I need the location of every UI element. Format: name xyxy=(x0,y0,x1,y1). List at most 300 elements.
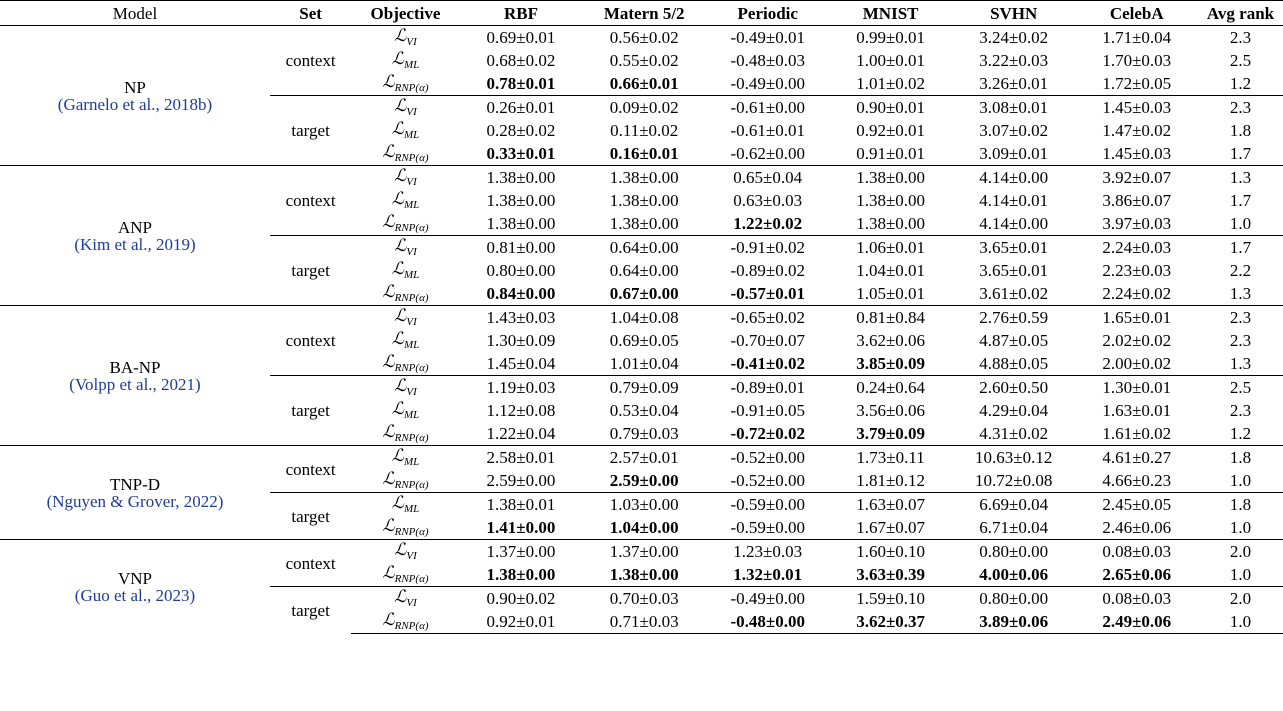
value-cell: 1.73±0.11 xyxy=(829,446,952,470)
set-cell: target xyxy=(270,493,351,540)
value-cell: 3.08±0.01 xyxy=(952,96,1076,120)
value-cell: 0.11±0.02 xyxy=(610,121,679,140)
model-name: TNP-D xyxy=(109,474,161,494)
objective-subscript: RNP(α) xyxy=(394,222,429,234)
value-cell: 3.62±0.06 xyxy=(856,331,926,350)
value-cell: 1.00±0.01 xyxy=(856,51,926,70)
value-cell: 1.12±0.08 xyxy=(486,401,556,420)
value-cell: 1.32±0.01 xyxy=(733,565,803,584)
objective-cell xyxy=(351,469,459,493)
value-cell: 4.66±0.23 xyxy=(1102,471,1172,490)
value-cell: -0.91±0.02 xyxy=(706,236,829,260)
objective-subscript: VI xyxy=(406,597,417,609)
objective-cell xyxy=(351,236,459,260)
value-cell: 2.59±0.00 xyxy=(486,471,556,490)
value-cell: 0.28±0.02 xyxy=(486,121,556,140)
value-cell: -0.59±0.00 xyxy=(730,518,805,537)
loss-symbol: ℒ xyxy=(391,493,404,513)
value-cell: 1.72±0.05 xyxy=(1102,74,1172,93)
value-cell: 1.38±0.00 xyxy=(582,166,706,190)
objective-subscript: ML xyxy=(403,199,420,211)
avg-rank-cell: 2.3 xyxy=(1198,306,1283,330)
value-cell: 10.72±0.08 xyxy=(975,471,1053,490)
value-cell: 1.01±0.04 xyxy=(609,354,679,373)
value-cell: 1.45±0.04 xyxy=(486,354,556,373)
objective-cell xyxy=(351,212,459,236)
objective-cell xyxy=(351,96,459,120)
avg-rank-cell: 1.2 xyxy=(1229,74,1252,93)
avg-rank-cell: 1.7 xyxy=(1229,191,1252,210)
value-cell: -0.65±0.02 xyxy=(706,306,829,330)
model-name: ANP xyxy=(117,217,152,237)
model-citation-link[interactable]: (Volpp et al., 2021) xyxy=(69,374,201,394)
value-cell: 0.65±0.04 xyxy=(706,166,829,190)
avg-rank-cell: 2.0 xyxy=(1198,540,1283,564)
value-cell: 1.30±0.09 xyxy=(486,331,556,350)
value-cell: 0.53±0.04 xyxy=(609,401,679,420)
value-cell: 0.80±0.00 xyxy=(486,261,556,280)
loss-symbol: ℒ xyxy=(382,352,395,372)
objective-subscript: RNP(α) xyxy=(394,620,429,632)
model-citation-link[interactable]: (Kim et al., 2019) xyxy=(74,234,196,254)
table-row xyxy=(0,166,1283,190)
value-cell: 3.09±0.01 xyxy=(979,144,1049,163)
objective-subscript: ML xyxy=(403,129,420,141)
value-cell: -0.49±0.00 xyxy=(730,74,805,93)
set-cell: target xyxy=(270,96,351,166)
value-cell: -0.89±0.02 xyxy=(730,261,805,280)
objective-subscript: ML xyxy=(403,339,420,351)
loss-symbol: ℒ xyxy=(382,212,395,232)
objective-cell xyxy=(351,189,459,212)
objective-cell xyxy=(351,72,459,96)
value-cell: 1.38±0.00 xyxy=(486,214,556,233)
set-cell: context xyxy=(270,26,351,96)
avg-rank-cell: 2.2 xyxy=(1229,261,1252,280)
value-cell: 3.63±0.39 xyxy=(856,565,926,584)
value-cell: 0.24±0.64 xyxy=(829,376,952,400)
value-cell: 6.71±0.04 xyxy=(979,518,1049,537)
value-cell: 1.38±0.00 xyxy=(856,191,926,210)
value-cell: 4.14±0.00 xyxy=(979,214,1049,233)
value-cell: 3.79±0.09 xyxy=(856,424,926,443)
value-cell: 3.61±0.02 xyxy=(979,284,1049,303)
value-cell: 0.92±0.01 xyxy=(460,610,583,634)
loss-symbol: ℒ xyxy=(391,119,404,139)
avg-rank-cell: 2.0 xyxy=(1198,587,1283,611)
loss-symbol: ℒ xyxy=(394,166,407,186)
header-rbf: RBF xyxy=(503,3,538,23)
header-row xyxy=(0,1,1283,26)
value-cell: 0.64±0.00 xyxy=(582,236,706,260)
value-cell: 0.68±0.02 xyxy=(486,51,556,70)
set-cell: context xyxy=(270,540,351,587)
avg-rank-cell: 1.3 xyxy=(1198,166,1283,190)
loss-symbol: ℒ xyxy=(382,610,395,630)
value-cell: 0.64±0.00 xyxy=(609,261,679,280)
avg-rank-cell: 1.0 xyxy=(1198,610,1283,634)
loss-symbol: ℒ xyxy=(394,587,407,607)
objective-subscript: VI xyxy=(406,36,417,48)
table-row xyxy=(0,446,1283,470)
value-cell: 1.04±0.01 xyxy=(856,261,926,280)
value-cell: 3.62±0.37 xyxy=(829,610,952,634)
table-body xyxy=(0,26,1283,634)
value-cell: 1.63±0.07 xyxy=(829,493,952,517)
value-cell: 10.63±0.12 xyxy=(952,446,1076,470)
value-cell: 1.38±0.00 xyxy=(609,191,679,210)
loss-symbol: ℒ xyxy=(394,376,407,396)
value-cell: 0.92±0.01 xyxy=(856,121,926,140)
header-matern: Matern 5/2 xyxy=(603,3,685,23)
value-cell: 1.38±0.00 xyxy=(486,191,556,210)
value-cell: -0.48±0.00 xyxy=(706,610,829,634)
header-model: Model xyxy=(112,3,158,23)
value-cell: 3.85±0.09 xyxy=(856,354,926,373)
value-cell: -0.89±0.01 xyxy=(706,376,829,400)
value-cell: -0.48±0.03 xyxy=(730,51,805,70)
value-cell: -0.57±0.01 xyxy=(730,284,805,303)
objective-cell xyxy=(351,376,459,400)
table-row xyxy=(0,306,1283,330)
value-cell: 1.22±0.04 xyxy=(486,424,556,443)
header-avg-rank: Avg rank xyxy=(1206,3,1275,23)
loss-symbol: ℒ xyxy=(391,446,404,466)
value-cell: 0.90±0.01 xyxy=(829,96,952,120)
model-cell xyxy=(0,446,270,540)
table-row xyxy=(0,540,1283,564)
loss-symbol: ℒ xyxy=(382,422,395,442)
avg-rank-cell: 2.3 xyxy=(1198,96,1283,120)
model-cell xyxy=(0,26,270,166)
objective-subscript: ML xyxy=(403,269,420,281)
value-cell: -0.59±0.00 xyxy=(706,493,829,517)
value-cell: 1.67±0.07 xyxy=(856,518,926,537)
value-cell: 0.69±0.01 xyxy=(460,26,583,50)
objective-subscript: RNP(α) xyxy=(394,292,429,304)
value-cell: 3.26±0.01 xyxy=(979,74,1049,93)
value-cell: 0.67±0.00 xyxy=(609,284,679,303)
value-cell: 0.80±0.00 xyxy=(952,587,1076,611)
value-cell: 1.22±0.02 xyxy=(733,214,803,233)
value-cell: 2.45±0.05 xyxy=(1075,493,1198,517)
value-cell: 0.08±0.03 xyxy=(1075,587,1198,611)
value-cell: 0.63±0.03 xyxy=(733,191,803,210)
value-cell: 2.49±0.06 xyxy=(1075,610,1198,634)
objective-cell xyxy=(351,119,459,142)
header-svhn: SVHN xyxy=(990,3,1038,23)
value-cell: 1.04±0.08 xyxy=(582,306,706,330)
value-cell: 0.79±0.09 xyxy=(582,376,706,400)
loss-symbol: ℒ xyxy=(391,259,404,279)
value-cell: 1.59±0.10 xyxy=(829,587,952,611)
value-cell: -0.61±0.01 xyxy=(730,121,805,140)
objective-cell xyxy=(351,422,459,446)
value-cell: 0.33±0.01 xyxy=(486,144,556,163)
objective-subscript: RNP(α) xyxy=(394,526,429,538)
value-cell: 3.86±0.07 xyxy=(1102,191,1172,210)
objective-cell xyxy=(351,516,459,540)
value-cell: 1.38±0.00 xyxy=(856,214,926,233)
objective-subscript: RNP(α) xyxy=(394,432,429,444)
value-cell: 0.78±0.01 xyxy=(486,74,556,93)
set-cell: context xyxy=(270,306,351,376)
value-cell: 4.14±0.00 xyxy=(952,166,1076,190)
value-cell: 1.65±0.01 xyxy=(1075,306,1198,330)
objective-subscript: ML xyxy=(403,59,420,71)
objective-subscript: VI xyxy=(406,316,417,328)
value-cell: 1.38±0.00 xyxy=(609,565,679,584)
loss-symbol: ℒ xyxy=(382,142,395,162)
objective-cell xyxy=(351,587,459,611)
value-cell: 1.38±0.00 xyxy=(486,565,556,584)
value-cell: 0.08±0.03 xyxy=(1075,540,1198,564)
value-cell: 4.14±0.01 xyxy=(979,191,1049,210)
set-cell: target xyxy=(270,376,351,446)
value-cell: 1.38±0.00 xyxy=(829,166,952,190)
loss-symbol: ℒ xyxy=(391,399,404,419)
header-celeba: CelebA xyxy=(1109,3,1164,23)
header-set: Set xyxy=(299,3,322,23)
value-cell: 2.46±0.06 xyxy=(1102,518,1172,537)
value-cell: 3.97±0.03 xyxy=(1102,214,1172,233)
objective-subscript: ML xyxy=(403,503,420,515)
set-cell: target xyxy=(270,236,351,306)
objective-cell xyxy=(351,610,459,634)
value-cell: 2.65±0.06 xyxy=(1102,565,1172,584)
value-cell: -0.49±0.00 xyxy=(706,587,829,611)
avg-rank-cell: 1.7 xyxy=(1198,236,1283,260)
loss-symbol: ℒ xyxy=(391,329,404,349)
value-cell: 1.37±0.00 xyxy=(582,540,706,564)
table-row xyxy=(0,26,1283,50)
objective-cell xyxy=(351,540,459,564)
value-cell: 6.69±0.04 xyxy=(952,493,1076,517)
objective-subscript: ML xyxy=(403,456,420,468)
model-name: BA-NP xyxy=(109,357,161,377)
value-cell: 1.03±0.00 xyxy=(582,493,706,517)
value-cell: 0.99±0.01 xyxy=(829,26,952,50)
objective-subscript: VI xyxy=(406,386,417,398)
avg-rank-cell: 2.3 xyxy=(1229,401,1252,420)
value-cell: 4.29±0.04 xyxy=(979,401,1049,420)
value-cell: 2.57±0.01 xyxy=(582,446,706,470)
value-cell: 1.81±0.12 xyxy=(856,471,926,490)
value-cell: 0.26±0.01 xyxy=(460,96,583,120)
value-cell: -0.52±0.00 xyxy=(730,471,805,490)
value-cell: 2.58±0.01 xyxy=(460,446,583,470)
value-cell: 1.43±0.03 xyxy=(460,306,583,330)
avg-rank-cell: 1.2 xyxy=(1229,424,1252,443)
value-cell: 1.71±0.04 xyxy=(1075,26,1198,50)
objective-cell xyxy=(351,329,459,352)
loss-symbol: ℒ xyxy=(394,540,407,560)
value-cell: 4.87±0.05 xyxy=(979,331,1049,350)
objective-cell xyxy=(351,26,459,50)
value-cell: 1.30±0.01 xyxy=(1075,376,1198,400)
value-cell: 1.04±0.00 xyxy=(609,518,679,537)
avg-rank-cell: 2.5 xyxy=(1229,51,1252,70)
objective-cell xyxy=(351,352,459,376)
value-cell: 1.06±0.01 xyxy=(829,236,952,260)
value-cell: 1.63±0.01 xyxy=(1102,401,1172,420)
value-cell: 2.24±0.02 xyxy=(1102,284,1172,303)
objective-cell xyxy=(351,493,459,517)
value-cell: 0.84±0.00 xyxy=(486,284,556,303)
set-cell: target xyxy=(270,587,351,634)
loss-symbol: ℒ xyxy=(391,49,404,69)
value-cell: -0.72±0.02 xyxy=(730,424,805,443)
value-cell: 4.61±0.27 xyxy=(1075,446,1198,470)
avg-rank-cell: 2.5 xyxy=(1198,376,1283,400)
objective-subscript: RNP(α) xyxy=(394,152,429,164)
loss-symbol: ℒ xyxy=(382,516,395,536)
value-cell: -0.62±0.00 xyxy=(730,144,805,163)
loss-symbol: ℒ xyxy=(382,282,395,302)
value-cell: 0.79±0.03 xyxy=(609,424,679,443)
header-mnist: MNIST xyxy=(862,3,919,23)
objective-subscript: VI xyxy=(406,176,417,188)
value-cell: 1.45±0.03 xyxy=(1102,144,1172,163)
value-cell: 1.70±0.03 xyxy=(1102,51,1172,70)
loss-symbol: ℒ xyxy=(391,189,404,209)
value-cell: 2.02±0.02 xyxy=(1102,331,1172,350)
objective-cell xyxy=(351,259,459,282)
objective-cell xyxy=(351,282,459,306)
value-cell: 0.90±0.02 xyxy=(460,587,583,611)
objective-cell xyxy=(351,142,459,166)
value-cell: 3.65±0.01 xyxy=(952,236,1076,260)
value-cell: 1.37±0.00 xyxy=(460,540,583,564)
objective-cell xyxy=(351,166,459,190)
value-cell: 0.55±0.02 xyxy=(609,51,679,70)
objective-cell xyxy=(351,446,459,470)
value-cell: 1.38±0.01 xyxy=(460,493,583,517)
value-cell: 1.41±0.00 xyxy=(486,518,556,537)
value-cell: 3.89±0.06 xyxy=(952,610,1076,634)
model-citation-link[interactable]: (Garnelo et al., 2018b) xyxy=(57,94,213,114)
value-cell: 2.23±0.03 xyxy=(1102,261,1172,280)
value-cell: 1.60±0.10 xyxy=(829,540,952,564)
objective-cell xyxy=(351,306,459,330)
objective-subscript: RNP(α) xyxy=(394,82,429,94)
value-cell: 1.38±0.00 xyxy=(460,166,583,190)
avg-rank-cell: 1.3 xyxy=(1229,354,1252,373)
value-cell: 2.24±0.03 xyxy=(1075,236,1198,260)
value-cell: 0.70±0.03 xyxy=(582,587,706,611)
model-cell xyxy=(0,306,270,446)
model-cell xyxy=(0,540,270,634)
value-cell: -0.70±0.07 xyxy=(730,331,805,350)
header-objective: Objective xyxy=(370,3,441,23)
avg-rank-cell: 2.3 xyxy=(1198,26,1283,50)
avg-rank-cell: 1.8 xyxy=(1198,446,1283,470)
value-cell: -0.91±0.05 xyxy=(730,401,805,420)
value-cell: 0.91±0.01 xyxy=(856,144,926,163)
loss-symbol: ℒ xyxy=(382,563,395,583)
loss-symbol: ℒ xyxy=(394,306,407,326)
value-cell: 0.69±0.05 xyxy=(609,331,679,350)
avg-rank-cell: 1.0 xyxy=(1229,214,1252,233)
loss-symbol: ℒ xyxy=(394,26,407,46)
value-cell: 3.22±0.03 xyxy=(979,51,1049,70)
model-citation-link[interactable]: (Guo et al., 2023) xyxy=(74,585,196,605)
avg-rank-cell: 1.0 xyxy=(1229,518,1252,537)
objective-cell xyxy=(351,49,459,72)
objective-subscript: RNP(α) xyxy=(394,479,429,491)
model-cell xyxy=(0,166,270,306)
value-cell: 0.80±0.00 xyxy=(952,540,1076,564)
value-cell: 1.61±0.02 xyxy=(1102,424,1172,443)
value-cell: 3.92±0.07 xyxy=(1075,166,1198,190)
value-cell: 1.01±0.02 xyxy=(856,74,926,93)
value-cell: 4.88±0.05 xyxy=(979,354,1049,373)
set-cell: context xyxy=(270,166,351,236)
objective-subscript: RNP(α) xyxy=(394,573,429,585)
value-cell: 2.59±0.00 xyxy=(609,471,679,490)
loss-symbol: ℒ xyxy=(394,96,407,116)
value-cell: 3.56±0.06 xyxy=(856,401,926,420)
objective-subscript: VI xyxy=(406,106,417,118)
set-cell: context xyxy=(270,446,351,493)
loss-symbol: ℒ xyxy=(382,469,395,489)
value-cell: 3.24±0.02 xyxy=(952,26,1076,50)
avg-rank-cell: 1.8 xyxy=(1229,121,1252,140)
value-cell: 2.00±0.02 xyxy=(1102,354,1172,373)
value-cell: -0.41±0.02 xyxy=(730,354,805,373)
value-cell: -0.52±0.00 xyxy=(706,446,829,470)
value-cell: 1.38±0.00 xyxy=(609,214,679,233)
value-cell: 3.65±0.01 xyxy=(979,261,1049,280)
value-cell: 4.00±0.06 xyxy=(979,565,1049,584)
value-cell: 0.56±0.02 xyxy=(582,26,706,50)
value-cell: 0.66±0.01 xyxy=(609,74,679,93)
model-citation-link[interactable]: (Nguyen & Grover, 2022) xyxy=(46,491,224,511)
header-periodic: Periodic xyxy=(737,3,798,23)
value-cell: 1.23±0.03 xyxy=(706,540,829,564)
avg-rank-cell: 1.0 xyxy=(1229,471,1252,490)
value-cell: -0.61±0.00 xyxy=(706,96,829,120)
value-cell: 2.76±0.59 xyxy=(952,306,1076,330)
objective-subscript: ML xyxy=(403,409,420,421)
objective-cell xyxy=(351,563,459,587)
value-cell: 4.31±0.02 xyxy=(979,424,1049,443)
avg-rank-cell: 2.3 xyxy=(1229,331,1252,350)
value-cell: 3.07±0.02 xyxy=(979,121,1049,140)
model-name: VNP xyxy=(117,568,152,588)
value-cell: 1.45±0.03 xyxy=(1075,96,1198,120)
objective-subscript: VI xyxy=(406,246,417,258)
value-cell: -0.49±0.01 xyxy=(706,26,829,50)
value-cell: 0.81±0.00 xyxy=(460,236,583,260)
avg-rank-cell: 1.7 xyxy=(1229,144,1252,163)
objective-subscript: RNP(α) xyxy=(394,362,429,374)
value-cell: 2.60±0.50 xyxy=(952,376,1076,400)
value-cell: 1.19±0.03 xyxy=(460,376,583,400)
model-name: NP xyxy=(124,77,146,97)
avg-rank-cell: 1.8 xyxy=(1198,493,1283,517)
loss-symbol: ℒ xyxy=(394,236,407,256)
value-cell: 1.47±0.02 xyxy=(1102,121,1172,140)
objective-subscript: VI xyxy=(406,550,417,562)
loss-symbol: ℒ xyxy=(382,72,395,92)
value-cell: 0.71±0.03 xyxy=(582,610,706,634)
avg-rank-cell: 1.0 xyxy=(1229,565,1252,584)
value-cell: 0.09±0.02 xyxy=(582,96,706,120)
objective-cell xyxy=(351,399,459,422)
value-cell: 0.81±0.84 xyxy=(829,306,952,330)
value-cell: 1.05±0.01 xyxy=(856,284,926,303)
